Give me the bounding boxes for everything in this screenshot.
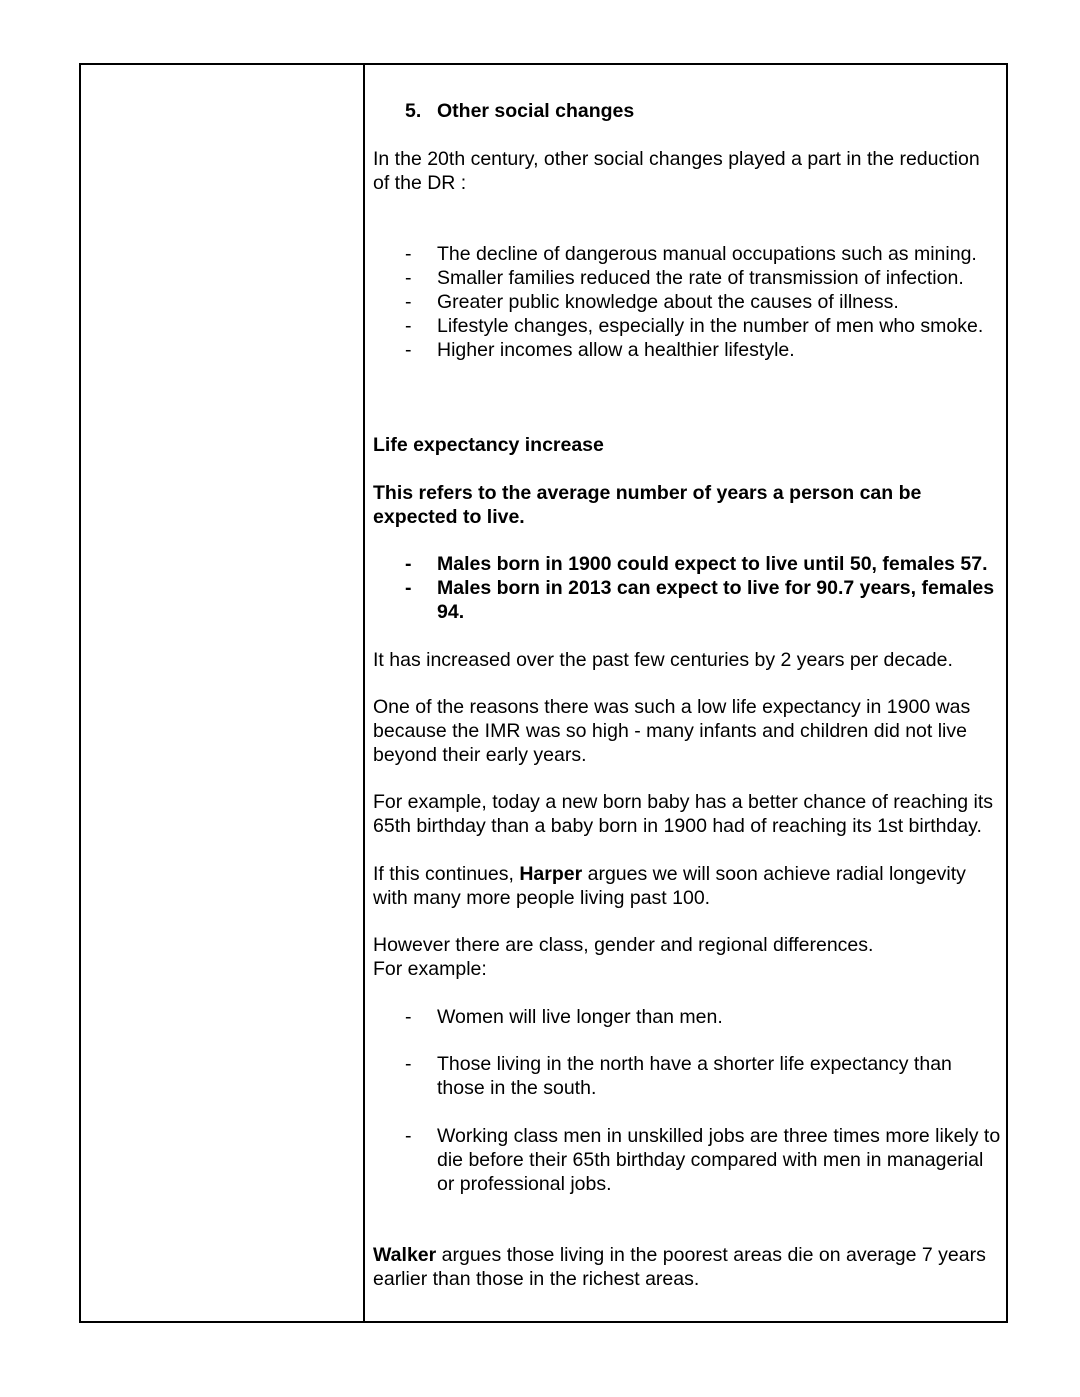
intro-text: of the DR : [373, 172, 467, 194]
bullet-marker: - [405, 315, 412, 337]
list-item: Higher incomes allow a healthier lifestyle. [437, 339, 795, 361]
paragraph: with many more people living past 100. [373, 887, 711, 909]
author-name: Walker [373, 1244, 437, 1266]
bullet-marker: - [405, 1053, 412, 1075]
list-item: Women will live longer than men. [437, 1006, 723, 1028]
bullet-marker: - [405, 339, 412, 361]
list-item: Males born in 2013 can expect to live for 90.7 years, females [437, 577, 995, 599]
list-item: 94. [437, 601, 465, 623]
intro-text: In the 20th century, other social changes played a part in the reduction [373, 148, 980, 170]
paragraph: It has increased over the past few centuries by 2 years per decade. [373, 649, 953, 671]
section-heading: Other social changes [437, 100, 635, 122]
list-item: Males born in 1900 could expect to live until 50, females 57. [437, 553, 988, 575]
bullet-marker: - [405, 243, 412, 265]
bullet-marker: - [405, 1125, 412, 1147]
paragraph: earlier than those in the richest areas. [373, 1268, 700, 1290]
paragraph: For example, today a new born baby has a better chance of reaching its [373, 791, 994, 813]
right-column [365, 65, 1006, 1321]
notes-table [79, 63, 1008, 1323]
list-item: Greater public knowledge about the causes of illness. [437, 291, 899, 313]
definition-text: This refers to the average number of years a person can be [373, 482, 922, 504]
list-item: Those living in the north have a shorter life expectancy than [437, 1053, 952, 1075]
paragraph: beyond their early years. [373, 744, 587, 766]
bullet-marker: - [405, 577, 412, 599]
list-item: Working class men in unskilled jobs are three times more likely to [437, 1125, 1001, 1147]
left-column [81, 65, 365, 1321]
bullet-marker: - [405, 1006, 412, 1028]
paragraph: For example: [373, 958, 487, 980]
list-item: those in the south. [437, 1077, 597, 1099]
section-number: 5. [405, 100, 422, 122]
paragraph: because the IMR was so high - many infants and children did not live [373, 720, 967, 742]
paragraph-text: argues we will soon achieve radial longevity [582, 863, 966, 885]
life-expectancy-heading: Life expectancy increase [373, 434, 604, 456]
paragraph-text: If this continues, [373, 863, 520, 885]
author-name: Harper [519, 863, 583, 885]
bullet-marker: - [405, 291, 412, 313]
list-item: or professional jobs. [437, 1173, 612, 1195]
definition-text: expected to live. [373, 506, 525, 528]
list-item: The decline of dangerous manual occupations such as mining. [437, 243, 977, 265]
paragraph [373, 862, 966, 886]
list-item: Lifestyle changes, especially in the number of men who smoke. [437, 315, 984, 337]
list-item: Smaller families reduced the rate of transmission of infection. [437, 267, 964, 289]
paragraph: 65th birthday than a baby born in 1900 had of reaching its 1st birthday. [373, 815, 982, 837]
bullet-marker: - [405, 267, 412, 289]
paragraph [373, 1243, 986, 1267]
list-item: die before their 65th birthday compared with men in managerial [437, 1149, 984, 1171]
paragraph-text: argues those living in the poorest areas die on average 7 years [436, 1244, 986, 1266]
paragraph: One of the reasons there was such a low life expectancy in 1900 was [373, 696, 971, 718]
paragraph: However there are class, gender and regional differences. [373, 934, 874, 956]
bullet-marker: - [405, 553, 412, 575]
